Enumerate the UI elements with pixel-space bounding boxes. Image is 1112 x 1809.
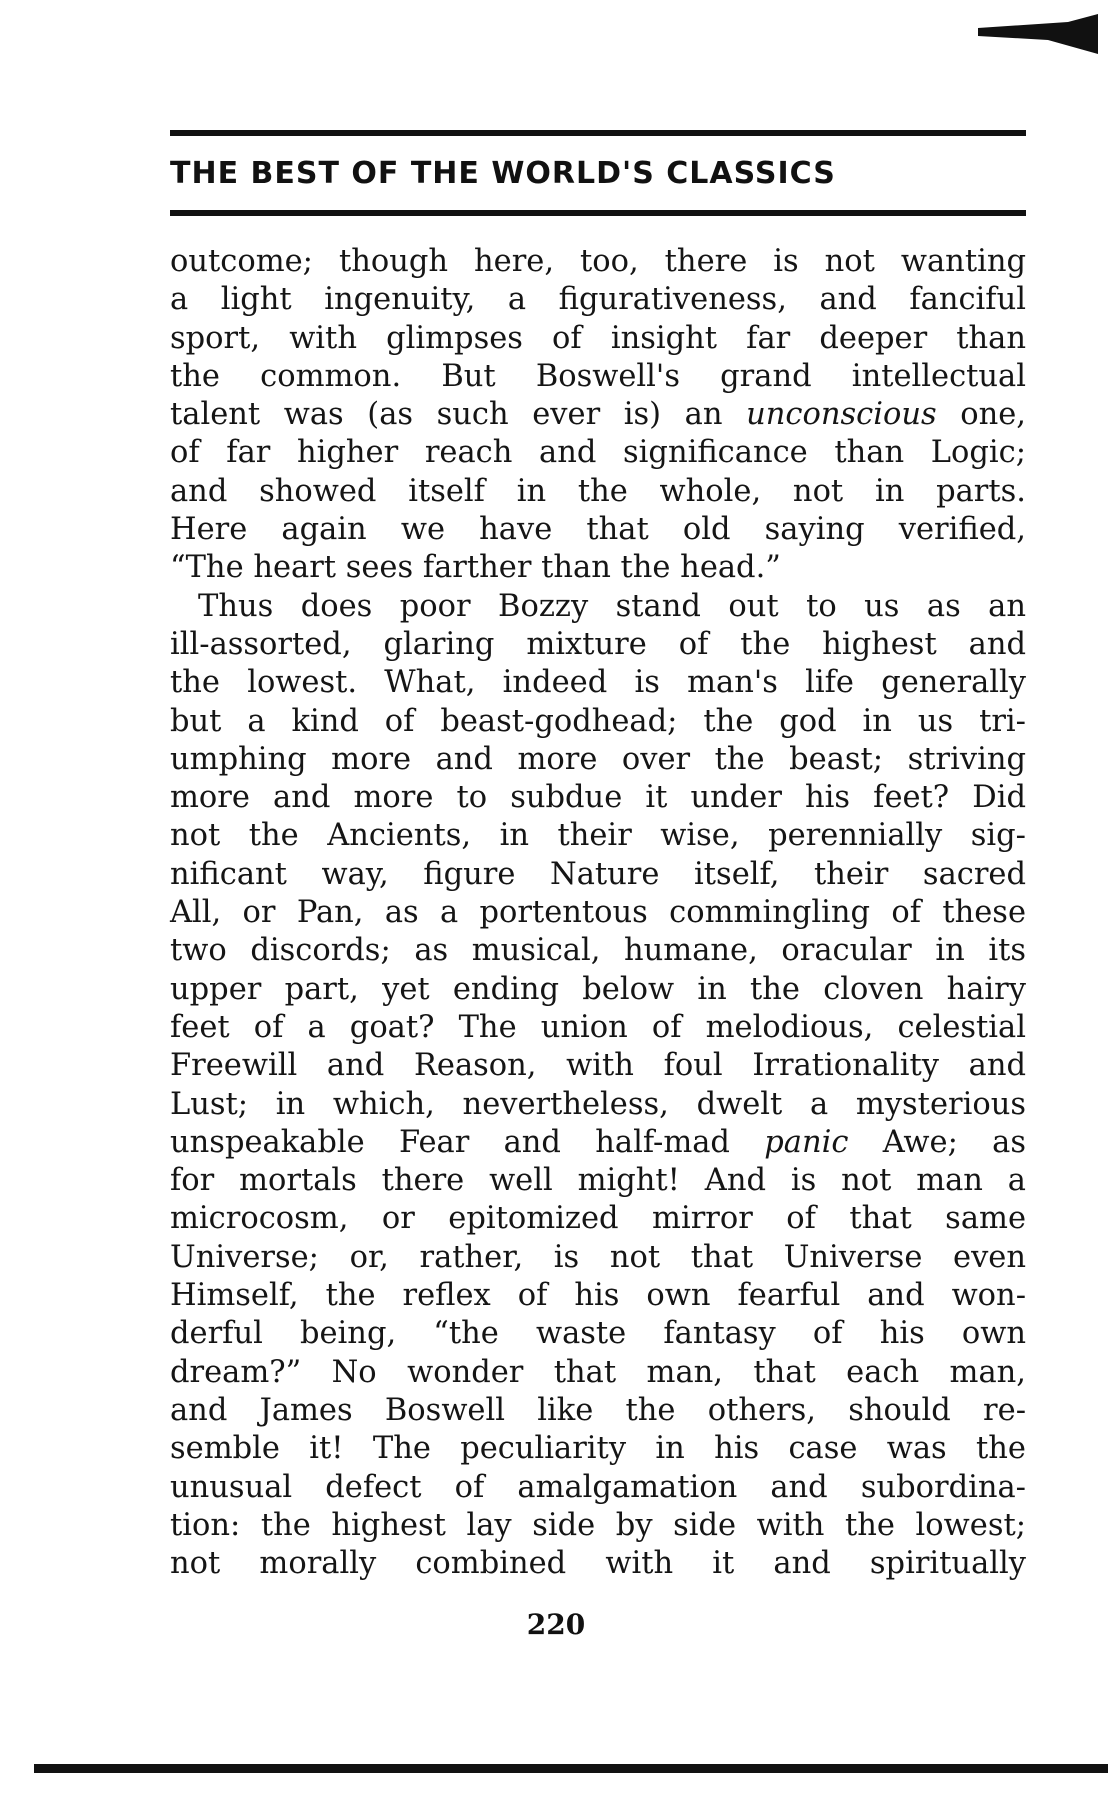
text-line: and showed itself in the whole, not in parts. bbox=[170, 473, 1026, 509]
text-line: unspeakable Fear and half-mad panic Awe; as bbox=[170, 1124, 1026, 1160]
text-line: Here again we have that old saying verified, bbox=[170, 512, 1026, 548]
text-line: feet of a goat? The union of melodious, celestial bbox=[170, 1009, 1026, 1045]
text-line: All, or Pan, as a portentous commingling of these bbox=[170, 895, 1026, 931]
paragraph-end-line: “The heart sees farther than the head.” bbox=[170, 550, 781, 586]
text-line: Universe; or, rather, is not that Universe even bbox=[170, 1239, 1026, 1275]
text-line: more and more to subdue it under his feet? Did bbox=[170, 780, 1026, 816]
text-line: dream?” No wonder that man, that each man, bbox=[170, 1354, 1026, 1390]
italic-word: panic bbox=[764, 1124, 849, 1160]
text-line: the common. But Boswell's grand intellectual bbox=[170, 358, 1026, 394]
text-line: sport, with glimpses of insight far deeper than bbox=[170, 320, 1026, 356]
text-line: unusual defect of amalgamation and subordina- bbox=[170, 1469, 1026, 1505]
corner-wedge-mark bbox=[978, 14, 1098, 54]
text-line: umphing more and more over the beast; striving bbox=[170, 741, 1026, 777]
text-line: not the Ancients, in their wise, perennially sig- bbox=[170, 818, 1026, 854]
header-bottom-rule bbox=[170, 210, 1026, 216]
page-number: 220 bbox=[526, 1608, 586, 1641]
text-line: Freewill and Reason, with foul Irrationality and bbox=[170, 1048, 1026, 1084]
text-line: tion: the highest lay side by side with the lowest; bbox=[170, 1507, 1026, 1543]
text-line: the lowest. What, indeed is man's life generally bbox=[170, 665, 1026, 701]
text-line: outcome; though here, too, there is not wanting bbox=[170, 244, 1026, 279]
body-text bbox=[170, 243, 1026, 1583]
text-line: Himself, the reflex of his own fearful and won- bbox=[170, 1278, 1026, 1314]
text-line: but a kind of beast-godhead; the god in us tri- bbox=[170, 703, 1026, 739]
text-line: a light ingenuity, a figurativeness, and fanciful bbox=[170, 282, 1026, 318]
text-line: and James Boswell like the others, should re- bbox=[170, 1392, 1026, 1428]
text-line: semble it! The peculiarity in his case was the bbox=[170, 1431, 1026, 1467]
text-line: upper part, yet ending below in the cloven hairy bbox=[170, 971, 1026, 1007]
paragraph-start-line: Thus does poor Bozzy stand out to us as an bbox=[198, 588, 1026, 624]
text-line: not morally combined with it and spiritually bbox=[170, 1546, 1026, 1582]
text-line: of far higher reach and significance than Logic; bbox=[170, 435, 1026, 471]
italic-word: unconscious bbox=[746, 397, 937, 433]
text-line: derful being, “the waste fantasy of his own bbox=[170, 1316, 1026, 1352]
text-line: two discords; as musical, humane, oracular in its bbox=[170, 933, 1026, 969]
text-line: microcosm, or epitomized mirror of that same bbox=[170, 1201, 1026, 1237]
text-line: nificant way, figure Nature itself, their sacred bbox=[170, 856, 1026, 892]
running-head: THE BEST OF THE WORLD'S CLASSICS bbox=[170, 156, 836, 191]
text-line: ill-assorted, glaring mixture of the highest and bbox=[170, 626, 1026, 662]
header-top-rule bbox=[170, 130, 1026, 136]
text-line: talent was (as such ever is) an unconscious one, bbox=[170, 397, 1026, 433]
text-line: for mortals there well might! And is not man a bbox=[170, 1163, 1026, 1199]
bottom-rule bbox=[34, 1764, 1108, 1773]
text-line: Lust; in which, nevertheless, dwelt a mysterious bbox=[170, 1086, 1026, 1122]
